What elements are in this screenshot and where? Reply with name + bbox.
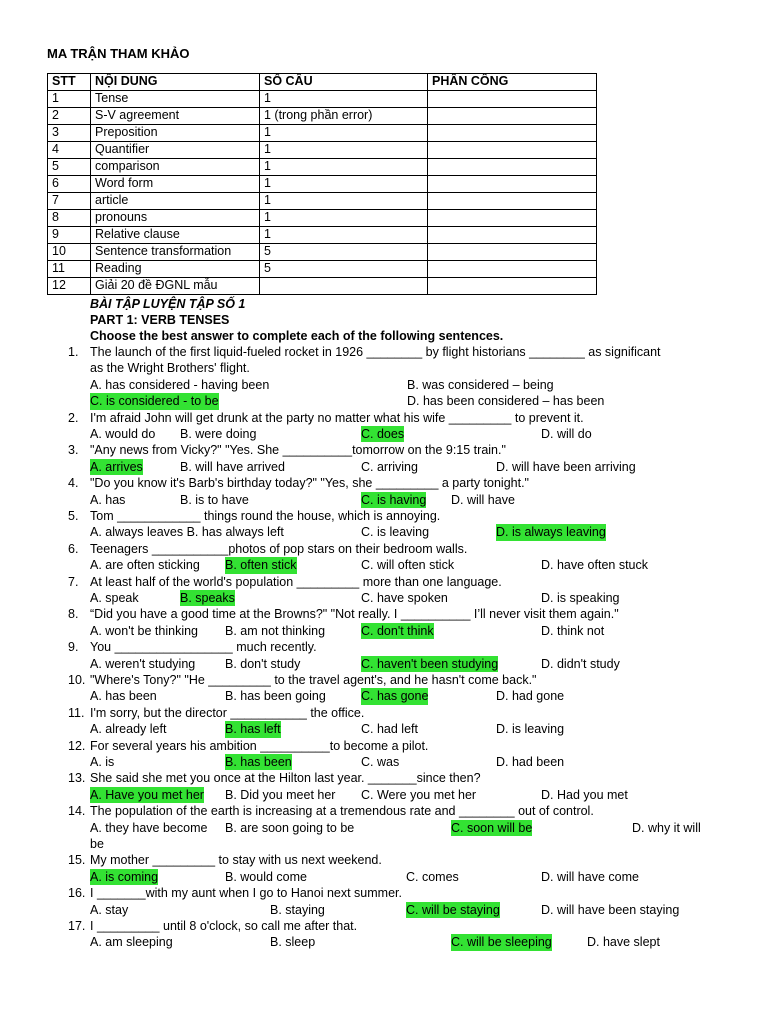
table-cell: comparison: [91, 159, 260, 176]
table-cell: [428, 193, 597, 210]
table-cell: 11: [48, 261, 91, 278]
question-number: 15.: [68, 853, 86, 868]
table-row: [48, 210, 597, 227]
answer-option[interactable]: B. has been going: [225, 689, 326, 704]
table-cell: 5: [260, 244, 428, 261]
question-text: Teenagers ___________photos of pop stars on their bedroom walls.: [90, 541, 468, 556]
answer-option[interactable]: B. Did you meet her: [225, 787, 336, 802]
answer-option[interactable]: D. had been: [496, 755, 565, 769]
question-number: 17.: [68, 919, 86, 933]
table-cell: Word form: [91, 176, 260, 193]
table-cell: [428, 244, 597, 261]
question-text: You _________________ much recently.: [90, 640, 317, 655]
answer-option-continued: be: [90, 837, 104, 851]
answer-option[interactable]: A. has: [90, 492, 126, 507]
document-title: MA TRẬN THAM KHẢO: [47, 46, 190, 61]
answer-option[interactable]: D. is speaking: [541, 591, 620, 605]
table-cell: 12: [48, 278, 91, 295]
answer-option[interactable]: C. will be staying: [406, 902, 500, 917]
question-text: She said she met you once at the Hilton last year. _______since then?: [90, 771, 481, 786]
table-cell: 7: [48, 193, 91, 210]
question-number: 7.: [68, 574, 79, 589]
header-phan-cong: PHÂN CÔNG: [428, 74, 597, 91]
answer-option[interactable]: B. were doing: [180, 427, 257, 441]
answer-option[interactable]: B. will have arrived: [180, 459, 285, 474]
question-text: “Did you have a good time at the Browns?" "Not really. I __________ I’ll never visit them again.": [90, 607, 619, 622]
table-row: [48, 159, 597, 176]
answer-option[interactable]: C. does: [361, 427, 405, 441]
table-cell: [428, 176, 597, 193]
question-number: 6.: [68, 541, 79, 556]
answer-option[interactable]: C. will often stick: [361, 558, 455, 573]
exercise-part: PART 1: VERB TENSES: [90, 313, 230, 327]
question-text: I _________ until 8 o'clock, so call me after that.: [90, 919, 358, 933]
table-cell: [428, 261, 597, 278]
table-cell: Tense: [91, 91, 260, 108]
answer-option[interactable]: D. will have been arriving: [496, 459, 636, 474]
table-cell: Sentence transformation: [91, 244, 260, 261]
question-text: I'm sorry, but the director ___________ the office.: [90, 705, 365, 720]
question-text: "Any news from Vicky?" "Yes. She __________tomorrow on the 9:15 train.": [90, 443, 506, 458]
question-number: 9.: [68, 640, 79, 655]
question-text: For several years his ambition __________to become a pilot.: [90, 738, 429, 753]
answer-option[interactable]: C. is leaving: [361, 525, 430, 540]
answer-option[interactable]: C. had left: [361, 722, 418, 737]
table-cell: [428, 142, 597, 159]
question-text: Tom ____________ things round the house, which is annoying.: [90, 509, 441, 523]
answer-option[interactable]: B. don't study: [225, 656, 301, 671]
answer-option[interactable]: A. am sleeping: [90, 935, 173, 950]
answer-option[interactable]: B. was considered – being: [407, 377, 554, 392]
table-cell: 1: [260, 125, 428, 142]
table-cell: 9: [48, 227, 91, 244]
answer-option[interactable]: A. weren't studying: [90, 656, 196, 671]
answer-option[interactable]: A. are often sticking: [90, 558, 200, 573]
answer-option[interactable]: B. staying: [270, 902, 325, 917]
question-text: The launch of the first liquid-fueled rocket in 1926 ________ by flight historians ________ as significant: [90, 345, 661, 359]
table-cell: 4: [48, 142, 91, 159]
table-cell: 1: [260, 193, 428, 210]
table-cell: S-V agreement: [91, 108, 260, 125]
exercise-instruction: Choose the best answer to complete each of the following sentences.: [90, 329, 504, 343]
table-header-row: [48, 74, 597, 91]
table-cell: 2: [48, 108, 91, 125]
answer-option[interactable]: A. is: [90, 755, 115, 769]
answer-option[interactable]: B. are soon going to be: [225, 820, 355, 835]
answer-option[interactable]: D. didn't study: [541, 656, 620, 671]
question-number: 5.: [68, 509, 79, 523]
table-cell: [260, 278, 428, 295]
answer-option[interactable]: B. is to have: [180, 492, 249, 507]
question-text: The population of the earth is increasing at a tremendous rate and ________ out of control.: [90, 804, 594, 819]
answer-option[interactable]: A. won't be thinking: [90, 623, 199, 638]
table-row: [48, 244, 597, 261]
question-number: 16.: [68, 886, 86, 901]
answer-option[interactable]: C. don't think: [361, 623, 434, 638]
exercise-heading: BÀI TẬP LUYỆN TẬP SỐ 1: [90, 297, 246, 311]
table-cell: [428, 227, 597, 244]
answer-option[interactable]: C. arriving: [361, 459, 418, 474]
answer-option[interactable]: B. sleep: [270, 935, 316, 950]
answer-option[interactable]: A. would do: [90, 427, 156, 441]
table-row: [48, 193, 597, 210]
exercise-header: [90, 296, 503, 344]
table-cell: [428, 125, 597, 142]
table-cell: [428, 210, 597, 227]
header-so-cau: SỐ CÂU: [260, 74, 428, 91]
table-row: [48, 142, 597, 159]
question-text: "Where's Tony?" "He _________ to the travel agent's, and he hasn't come back.": [90, 673, 537, 687]
answer-option[interactable]: C. will be sleeping: [451, 935, 552, 950]
answer-option[interactable]: A. stay: [90, 902, 129, 917]
answer-option[interactable]: D. is leaving: [496, 722, 565, 737]
answer-option[interactable]: C. Were you met her: [361, 787, 477, 802]
table-row: [48, 91, 597, 108]
table-cell: [428, 278, 597, 295]
answer-option[interactable]: D. think not: [541, 623, 605, 638]
question-text: At least half of the world's population _________ more than one language.: [90, 574, 502, 589]
question-number: 13.: [68, 771, 86, 786]
question-number: 8.: [68, 607, 79, 622]
table-cell: Giải 20 đề ĐGNL mẫu: [91, 278, 260, 295]
answer-option[interactable]: D. had gone: [496, 689, 565, 704]
table-row: [48, 278, 597, 295]
question-text: My mother _________ to stay with us next weekend.: [90, 853, 382, 868]
table-cell: 1: [260, 210, 428, 227]
table-cell: 1: [260, 159, 428, 176]
table-cell: 5: [48, 159, 91, 176]
question-number: 14.: [68, 804, 86, 819]
answer-option[interactable]: C. haven't been studying: [361, 656, 499, 671]
answer-option[interactable]: D. have often stuck: [541, 558, 649, 573]
table-cell: 3: [48, 125, 91, 142]
answer-option[interactable]: A. already left: [90, 722, 167, 737]
answer-option[interactable]: C. soon will be: [451, 820, 533, 835]
table-cell: 1: [48, 91, 91, 108]
answer-option[interactable]: B. speaks: [180, 591, 235, 605]
answer-option[interactable]: D. is always leaving: [496, 525, 606, 540]
table-cell: 10: [48, 244, 91, 261]
answer-option[interactable]: A. has considered - having been: [90, 377, 270, 392]
answer-option[interactable]: B. am not thinking: [225, 623, 326, 638]
question-number: 4.: [68, 476, 79, 491]
table-row: [48, 227, 597, 244]
question-text: I'm afraid John will get drunk at the party no matter what his wife _________ to prevent it.: [90, 410, 584, 425]
answer-option[interactable]: C. was: [361, 755, 400, 769]
answer-option[interactable]: C. has gone: [361, 689, 429, 704]
answer-option[interactable]: B. would come: [225, 869, 307, 884]
question-number: 11.: [68, 705, 85, 720]
answer-option[interactable]: C. have spoken: [361, 591, 448, 605]
answer-option[interactable]: D. have slept: [587, 935, 660, 950]
answer-option[interactable]: D. has been considered – has been: [407, 394, 605, 409]
answer-option[interactable]: C. is having: [361, 492, 427, 507]
answer-option[interactable]: D. will have been staying: [541, 902, 680, 917]
answer-option[interactable]: D. Had you met: [541, 787, 628, 802]
answer-option[interactable]: D. why it will: [632, 820, 701, 835]
answer-option[interactable]: D. will have come: [541, 869, 639, 884]
answer-option[interactable]: A. has been: [90, 689, 157, 704]
answer-option[interactable]: A. arrives: [90, 459, 143, 474]
question-number: 1.: [68, 345, 79, 359]
table-cell: 6: [48, 176, 91, 193]
table-cell: Reading: [91, 261, 260, 278]
table-cell: 8: [48, 210, 91, 227]
table-cell: 5: [260, 261, 428, 278]
table-cell: 1 (trong phần error): [260, 108, 428, 125]
table-cell: pronouns: [91, 210, 260, 227]
table-cell: 1: [260, 91, 428, 108]
question-text: I _______with my aunt when I go to Hanoi next summer.: [90, 886, 402, 901]
question-number: 3.: [68, 443, 79, 458]
table-row: [48, 261, 597, 278]
table-row: [48, 176, 597, 193]
answer-option[interactable]: B. has been: [225, 755, 292, 769]
table-cell: 1: [260, 176, 428, 193]
answer-option[interactable]: A. speak: [90, 591, 139, 605]
question-number: 10.: [68, 673, 86, 687]
question-number: 12.: [68, 738, 86, 753]
header-noi-dung: NỘI DUNG: [91, 74, 260, 91]
header-stt: STT: [48, 74, 91, 91]
table-cell: article: [91, 193, 260, 210]
answer-option[interactable]: A. they have become: [90, 820, 208, 835]
reference-matrix-table: [47, 73, 597, 295]
answer-option[interactable]: A. is coming: [90, 869, 159, 884]
question-number: 2.: [68, 410, 79, 425]
table-cell: [428, 91, 597, 108]
table-cell: 1: [260, 227, 428, 244]
answer-option[interactable]: B. has left: [225, 722, 281, 737]
table-cell: [428, 108, 597, 125]
table-cell: Quantifier: [91, 142, 260, 159]
table-cell: 1: [260, 142, 428, 159]
answer-option[interactable]: D. will do: [541, 427, 592, 441]
question-text-continued: as the Wright Brothers' flight.: [90, 361, 250, 376]
question-text: "Do you know it's Barb's birthday today?" "Yes, she _________ a party tonight.": [90, 476, 529, 491]
answer-option[interactable]: B. often stick: [225, 558, 297, 573]
answer-option[interactable]: A. Have you met her: [90, 787, 204, 802]
answer-option[interactable]: C. comes: [406, 869, 459, 884]
table-row: [48, 125, 597, 142]
table-cell: [428, 159, 597, 176]
answer-option[interactable]: A. always leaves B. has always left: [90, 525, 284, 540]
table-cell: Preposition: [91, 125, 260, 142]
table-cell: Relative clause: [91, 227, 260, 244]
answer-option[interactable]: D. will have: [451, 492, 515, 507]
table-row: [48, 108, 597, 125]
answer-option[interactable]: C. is considered - to be: [90, 394, 219, 409]
